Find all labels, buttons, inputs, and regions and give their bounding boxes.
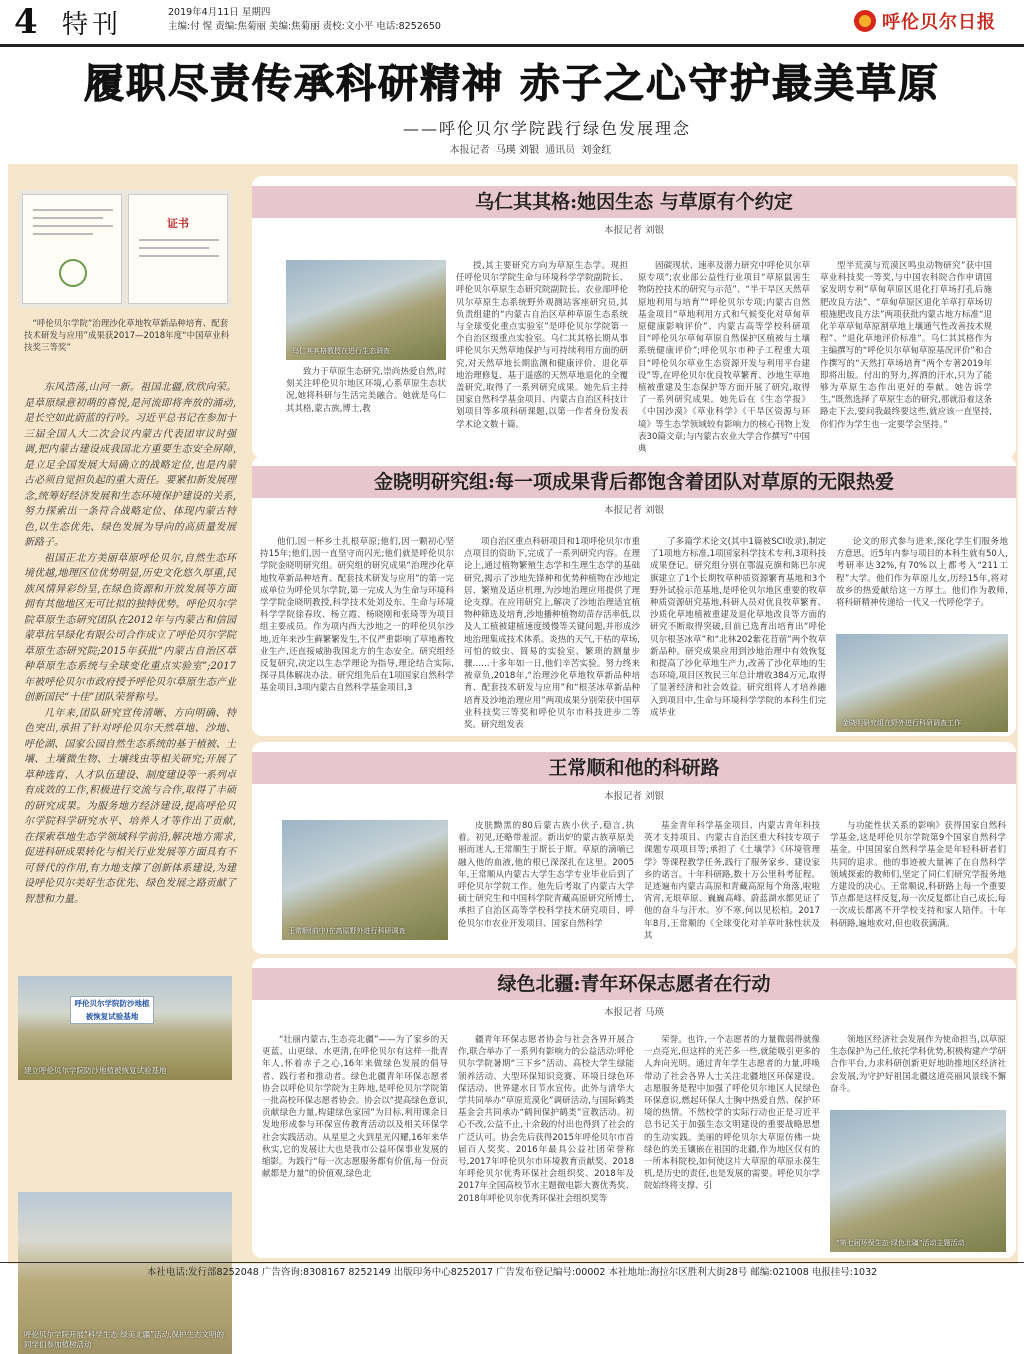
footer-info: 本社电话:发行部8252048 广告咨询:8308167 8252149 出版印务中心8252017 广告发布登记编号:00002 本社地址:海拉尔区胜利大街28号 邮编:021008 电报挂号:1032: [146, 1267, 878, 1278]
header-rule: [0, 44, 1024, 47]
article-photo: [836, 634, 1008, 732]
photo-caption: “第七届环保生态·绿色北疆”活动主题活动: [836, 1239, 965, 1247]
article-column: 授,其主要研究方向为草原生态学。现担任呼伦贝尔学院生命与环境科学学院副院长、呼伦贝尔草原生态研究院副院长、农业部呼伦贝尔草原生态系统野外观测站客座研究员,其负责组建的“内蒙古自治区草种草原生态系统与全球变化重点实验室”是呼伦贝尔学院第一个自治区级重点实验室。乌仁其其格长期从事呼伦贝尔天然草地保护与可持续利用方面的研究,对天然草地长期监测和健康评价、退化草地治理修复、基于遥感的天然草地退化的全覆盖研究,取得了一系列研究成果。她先后主持国家自然科学基金项目、内蒙古自治区科技计划项目等多项科研课题,以第一作者身份发表学术论文数十篇。: [456, 261, 628, 430]
certificate-page-right: [128, 194, 228, 304]
issue-date: 2019年4月11日 星期四: [168, 7, 271, 18]
certificate-title: 证书: [167, 217, 189, 230]
main-headline: 履职尽责传承科研精神 赤子之心守护最美草原: [84, 60, 940, 107]
sub-headline: ——呼伦贝尔学院践行绿色发展理念: [402, 119, 691, 138]
footer-rule: [0, 1262, 1024, 1263]
article-column: 荣誉。也许,一个志愿者的力量微弱得就像一点亮光,但这样的光芒多一些,就能吸引更多的人奔向光明。通过青年学生志愿者的力量,呼唤带动了社会各界人士关注北疆地区环保建设。志愿服务是程中加强了呼伦贝尔地区人民绿色环保意识,燃起环保人士胸中热爱自然、保护环境的热情。不然校学的实际行动也正是习近平总书记关于加强生态文明建设的重要战略思想的生动实践。美丽的呼伦贝尔大草原仿佛一块绿色的美玉镶嵌在祖国的北疆,作为地区仅有的一所本科院校,如何使这片大草原的草原永葆生机,是历史的责任,也是发展的需要。呼伦贝尔学院始终将支撑、引: [644, 1035, 820, 1192]
article-column: 皮肤黝黑的80后蒙古族小伙子,稳言,执着。初见,还略带羞涩。新出炉的蒙古族草原美丽而迷人,王常顺生于斯长于斯。草原的滴嘀已融入他的血液,他的根已深深扎在这里。2005年,王常顺从内蒙古大学生态学专业毕业后到了呼伦贝尔学院工作。他先后考取了内蒙古大学硕士研究生和中国科学院青藏高原研究所博士,承担了自治区高等学校科学技术研究项目、呼伦贝尔市农业开发项目、国家自然科学: [458, 821, 634, 929]
article-photo: [286, 260, 446, 360]
article-card: [252, 456, 1016, 736]
article-column: 疆青年环保志愿者协会与社会各界开展合作,联合举办了一系列有影响力的公益活动:呼伦贝尔学院暑期“三下乡”活动、高校大学生绿能领养活动、大型环保知识竞赛、环境日绿色环保活动、世界建水日节水宣传。此外与清华大学共同举办“草原荒漠化”调研活动,与国际鹤类基金会共同承办“鹤间保护鹤类”宣教活动。初心不改,公益不止,十余载的付出也得到了社会的广泛认可。协会先后获得2015年呼伦贝尔市首届百人奖奖、2016年最具公益社团荣誉称号,2017年呼伦贝尔市环境教育贡献奖、2018年呼伦贝尔优秀环保社会组织奖、2018年及2017年全国高校节水主题微电影大赛优秀奖、2018年呼伦贝尔优秀环保社会组织奖等: [458, 1035, 634, 1204]
article-title: 绿色北疆:青年环保志愿者在行动: [252, 968, 1016, 1000]
article-column: 了多篇学术论文(其中1篇被SCI收录),制定了1项地方标准,1项国家科学技术专利,3项科技成果登记。研究组分别在鄂温克旗和陈巴尔虎旗建立了1个长期牧草种质资源繁育基地和3个野外试验示范基地,是呼伦贝尔地区重要的牧草种质资源研究基地,科研人员对优良牧草繁育、沙质化草地植被重建及退化草地改良等方面的研究不断取得突破,目前已选育出培育出“呼伦贝尔根茎冰草”和“北林202紫花苜蓿”两个牧草新品种。研究成果应用到沙地治理中有效恢复和提高了沙化草地生产力,改善了沙化草地的生态环境,项目区牧民三年总计增收384万元,取得了显著经济和社会效益。研究组将人才培养融入到项目中,生命与环境科学学院的本科生们完成毕业: [650, 537, 826, 718]
intro-paragraph: 东风浩荡,山河一新。祖国北疆,欣欣向荣。是草原绿意初萌的喜悦,是河流即将奔放的涌动,是长空如此蔚蓝的行吟。习近平总书记在参加十三届全国人大二次会议内蒙古代表团审议时强调,把内蒙古建设成我国北方重要生态安全屏障,是立足全国发展大局确立的战略定位,也是内蒙古必须自觉担负起的重大责任。要紧扣新发展理念,统筹好经济发展和生态环境保护建设的关系,努力探索出一条符合战略定位、体现内蒙古特色,以生态优先、绿色发展为导向的高质量发展新路子。: [24, 382, 236, 548]
byline-correspondent: 刘金红: [581, 145, 612, 156]
article-column: 论文的形式参与进来,深化学生们服务地方意思。近5年内参与项目的本科生就有50人,考研率达32%,有70%以上都考入“211工程”大学。他们作为草原儿女,历经15年,将对故乡的热爱献给这一方厚土。他们作为教师,将科研精神传递给一代又一代呼伦学子。: [836, 537, 1008, 609]
seal-icon: [59, 259, 87, 287]
photo-caption: 乌仁其其格教授在进行生态调查: [292, 347, 390, 355]
article-photo: [830, 1110, 1006, 1252]
certificate-photo: [18, 190, 232, 308]
article-column: 固碳现状、速率及潜力研究中呼伦贝尔草原专项”;农业部公益性行业项目“草原鼠害生物防控技术的研究与示范”、“半干旱区天然草原地利用与培育”“呼伦贝尔专项;内蒙古自然基金项目“草地利用方式和气候变化对草甸草原健康影响评价”、内蒙古高等学校科研项目“呼伦贝尔草甸草原自然保护区植被与土壤系统健康评价”;呼伦贝尔市种子工程重大项目“呼伦贝尔草业生态资源开发与利用平台建设”等,在呼伦贝尔优良牧草繁育、沙地生草地植被重建及生态保护等方面开展了研究,取得了一系列研究成果。她先后在《生态学报》《中国沙漠》《草业科学》《干旱区资源与环境》等生态学领域较有影响力的核心刊物上发表30篇文章;与内蒙古农业大学合作撰写“中国典: [638, 261, 810, 454]
article-column: 领地区经济社会发展作为使命担当,以草原生态保护为己任,依托学科优势,积极构建产学研合作平台,力求科研创新更好地助推地区经济社会发展,为守护好祖国北疆这道亮丽风景线不懈奋斗。: [830, 1035, 1006, 1094]
article-card: [252, 742, 1016, 954]
article-column: 基金青年科学基金项目、内蒙古青年科技英才支持项目、内蒙古自治区重大科技专项子课题专项项目等;承担了《土壤学》《环境管理学》等课程教学任务,践行了服务家乡、建设家乡的诺言。十年科研路,数十万公里科考征程。足迹遍布内蒙古高原和青藏高原每个角落,啦啦宵宵,无垠草原、巍巍高峰、蔚蓝湖水都见证了他的奋斗与汗水。岁不寒,何以见松柏。2017年8月,王常顺的《全球变化对羊草叶脉性状及其: [644, 821, 820, 941]
article-column: 型半荒漠与荒漠区鸣虫动物研究”获中国草业科技奖一等奖,与中国农科院合作申请国家发明专利“草甸草原区退化打草场打孔后施肥改良方法”、“草甸草原区退化羊草打草场切根施肥改良方法”两项获批内蒙古地方标准“退化羊草草甸草原割草地上壤通气性改善技术规程”、“退化草地评价标准”。乌仁其其格作为主编撰写的“呼伦贝尔草甸草原基况评价”和合作撰写的“天然打草场培育”两个专著2019年即将出版。付出的努力,挥洒的汗水,只为了能够为草原生态作出更好的奉献。她告诉学生,“既然选择了草原生态的研究,那就沿着这条路走下去,要问我最终要这些,就应该一直坚持,你们作为学生也一定要学会坚持。”: [820, 261, 992, 430]
certificate-page-left: [22, 194, 122, 304]
article-column: 项自治区重点科研项目和1项呼伦贝尔市重点项目的资助下,完成了一系列研究内容。在理论上,通过植物繁殖生态学和生理生态学的基础研究,揭示了沙地先锋种和优势种植物在沙地定居、繁殖及适应机理,为沙地治理应用提供了理论支撑。在应用研究上,解决了沙地治理适宜植物种筛选及培育,沙地播种植物幼苗存活率低,以及人工植被建植速度缓慢等关键问题,并形成沙地治理集成技术体系。炎热的天气,干枯的草场,可怕的蚊虫、简易的实验室、繁琐的测量步骤……十多年如一日,他们辛苦实验。努力终来被章负,2018年,“治理沙化草地牧草新品种培育、配套技术研发与应用”和“根茎冰草新品种培育及沙地治理应用”两项成果分别荣获中国草业科技奖三等奖和呼伦贝尔市科技进步二等奖。研究组发表: [464, 537, 640, 731]
newspaper-logo: [854, 8, 996, 34]
intro-paragraph: 祖国正北方美丽草原呼伦贝尔,自然生态环境优越,地理区位优势明显,历史文化悠久厚重,民族风情异彩纷呈,在绿色资源和开放发展等方面拥有其他地区无可比拟的独特优势。呼伦贝尔学院草原生态研究团队在2012年与内蒙古和信园蒙草抗旱绿化有限公司合作成立了呼伦贝尔学院草原生态研究院;2015年获批“内蒙古自治区草种草原生态系统与全球变化重点实验室”;2017年被呼伦贝尔市政府授予呼伦贝尔草原生态产业创新国民“十佳”团队荣誉称号。: [24, 552, 236, 703]
article-card: [252, 176, 1016, 458]
article-title: 乌仁其其格:她因生态 与草原有个约定: [252, 186, 1016, 218]
photo-caption: 金晓明研究组在野外进行科研调查工作: [842, 719, 961, 727]
issue-meta: [168, 6, 441, 34]
article-reporter: 本报记者 刘银: [603, 505, 665, 516]
article-column: 与功能性状关系的影响》获得国家自然科学基金,这是呼伦贝尔学院第9个国家自然科学基金。中国国家自然科学基金是年轻科研者们共同的追求。他的事迹被大量裤了在自然科学领域探索的教师们,坚定了同仁们研究学报务地方建设的决心。王常顺说,科研路上每一个重要节点都是这样反复,每一次反复都让自己成长,每一次成长都离不开学校支持和家人陪伴。十年科研路,遍地欢对,但也收获满满。: [830, 821, 1006, 929]
certificate-caption: “呼伦贝尔学院”治理沙化草地牧草新品种培育、配套技术研发与应用”成果获2017—2018年度“中国草业科技奖三等奖”: [24, 319, 230, 353]
article-column: 致力于草原生态研究,崇尚热爱自然,时刻关注呼伦贝尔地区环境,心系草原生态状况,她将科研与生活完美融合。她就是乌仁其其格,蒙古族,博士,教: [286, 367, 446, 414]
photo-caption: 建立呼伦贝尔学院防沙地植被恢复试验基地: [24, 1066, 167, 1075]
page-number: 4: [14, 2, 38, 42]
photo-caption: 呼伦贝尔学院开展“科学生态·绿美北疆”活动,保护生态文明的同学们参加植树活动: [24, 1330, 225, 1349]
article-title: 王常顺和他的科研路: [252, 752, 1016, 784]
sun-emblem-icon: [854, 10, 876, 32]
article-card: [252, 958, 1016, 1258]
intro-paragraph: 几年来,团队研究宣传清晰、方向明确、特色突出,承担了针对呼伦贝尔天然草地、沙地、呼伦湖、国家公园自然生态系统的基于植被、土壤、土壤微生物、土壤线虫等相关研究;开展了草种选育、人才队伍建设、制度建设等一系列卓有成效的工作,积极进行交流与合作,取得了丰硕的研究成果。为服务地方经济建设,提高呼伦贝尔学院科学研究水平、培养人才等作出了贡献,在探索草地生态学领域科学前沿,解决地方需求,促进科研成果转化与相关行业发展等方面具有不可替代的作用,有力地支撑了创新体系建设,为建设呼伦贝尔美好生态优先、绿色发展之路贡献了智慧和力量。: [24, 707, 236, 905]
test-base-sign: 呼伦贝尔学院防沙地植被恢复试验基地: [70, 996, 154, 1024]
article-column: “壮丽内蒙古,生态亮北疆”——为了家乡的天更蓝、山更绿、水更清,在呼伦贝尔有这样一批青年人,怀着赤子之心,16年来做绿色发展的倡导者、践行者和推动者。绿色北疆青年环保志愿者协会以呼伦贝尔学院为主阵地,是呼伦贝尔学院第一批高校环保志愿者协会。协会以“提高绿色意识,贡献绿色力量,构建绿色家园”为目标,利用课余日发地形成参与环保宣传教育活动以及相关环保学社会实践活动。从星星之火到星光闪耀,16年来华秋实,它的发展让大也是我市公益环保事业发展的缩影。为践行“每一次志愿服务都有价值,每一份贡献都是力量”的价值观,绿色北: [262, 1035, 448, 1180]
byline-correspondent-label: 通讯员: [545, 145, 576, 156]
byline-reporters: 马瑛 刘银: [495, 145, 539, 156]
article-reporter: 本报记者 马瑛: [603, 1007, 665, 1018]
article-title: 金晓明研究组:每一项成果背后都饱含着团队对草原的无限热爱: [252, 466, 1016, 498]
logo-text: 呼伦贝尔日报: [882, 12, 996, 33]
article-reporter: 本报记者 刘银: [603, 791, 665, 802]
article-reporter: 本报记者 刘银: [603, 225, 665, 236]
photo-caption: 王常顺(前中)在高原野外进行科研调查: [288, 927, 406, 935]
staff-credits: 主编:付 惺 责编:焦菊丽 美编:焦菊丽 责校:文小平 电话:8252650: [168, 21, 441, 32]
intro-text: [24, 380, 236, 907]
section-name: 特刊: [62, 10, 123, 40]
article-column: 他们,因一杯乡土扎根草原;他们,因一颗初心坚持15年;他们,因一直坚守而闪光;他们就是呼伦贝尔学院金晓明研究组。研究组的研究成果“治理沙化草地牧草新品种培育、配套技术研发与应用”的第一完成单位为呼伦贝尔学院,第一完成人为生命与环境科学学院金晓明教授,科学技术处刘及东、生命与环境科学学院徐春玫、杨立霞、杨晓刚和张琦等为项目组主要成员。作为项内西大沙地之一的呼伦贝尔沙地,近年来沙生藓繁繁发生,不仅严重影响了草地畜牧业生产,还直接威胁我国北方的生态安全。研究组经反复研究,决定以生态学理论为指导,理论结合实际,探寻具体解决办法。研究组先后在1项国家自然科学基金项目,3项内蒙古自然科学基金项目,3: [260, 537, 454, 694]
test-base-photo: [18, 976, 232, 1080]
byline-label: 本报记者: [449, 145, 490, 156]
article-photo: [282, 820, 448, 940]
main-byline: [0, 141, 1024, 156]
